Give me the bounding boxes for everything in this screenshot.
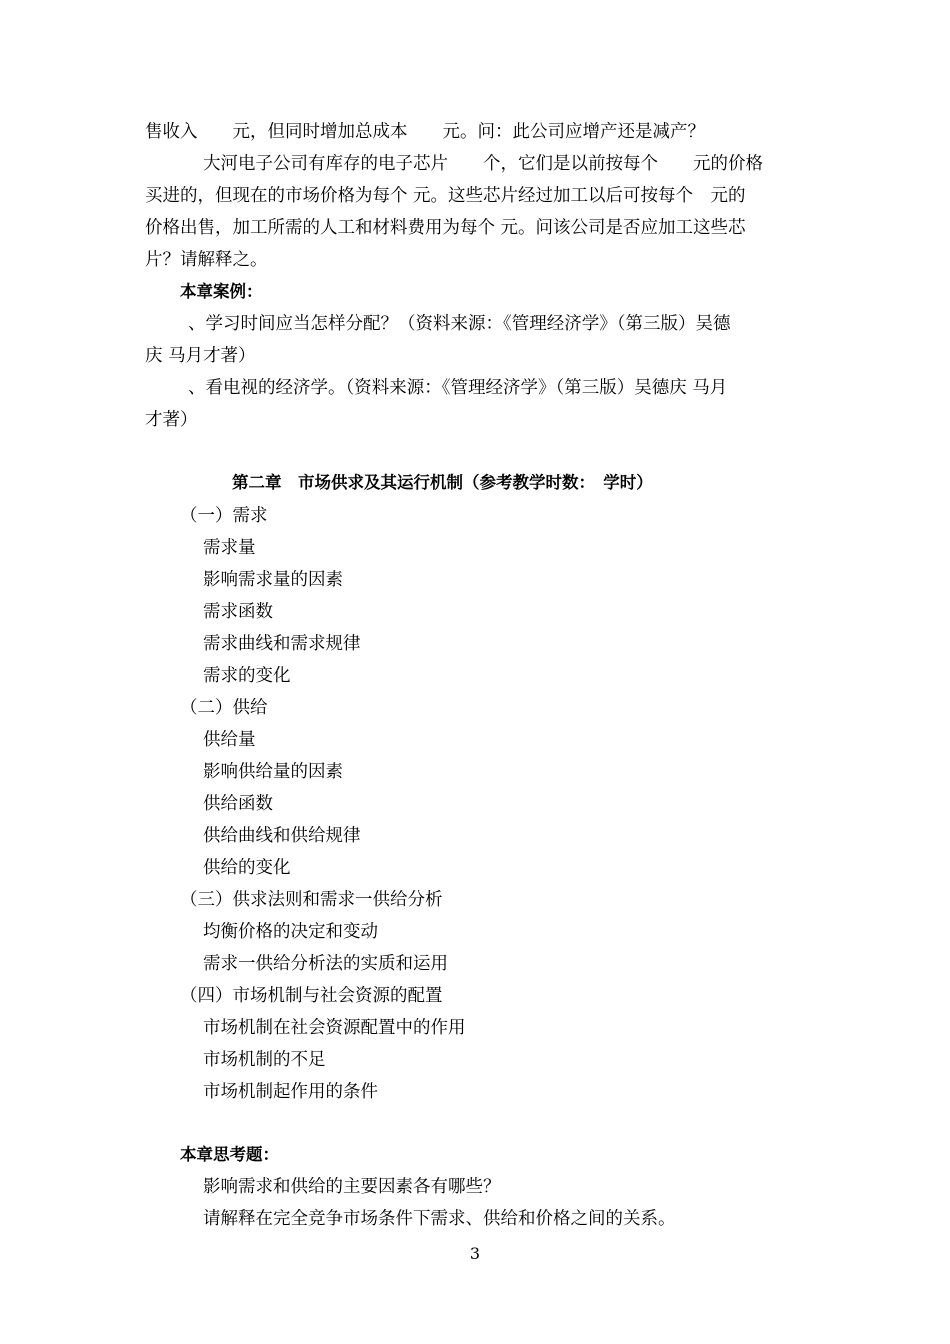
outline-item: 需求一供给分析法的实质和运用 <box>203 954 448 974</box>
question-item: 请解释在完全竞争市场条件下需求、供给和价格之间的关系。 <box>203 1209 676 1229</box>
outline-item: 需求的变化 <box>203 666 291 686</box>
text-line: 价格出售，加工所需的人工和材料费用为每个 元。问该公司是否应加工这些芯 <box>145 218 746 238</box>
text-line: 庆 马月才著） <box>145 346 256 366</box>
outline-item: 供给函数 <box>203 794 273 814</box>
outline-section: （二）供给 <box>180 698 268 718</box>
outline-item: 市场机制的不足 <box>203 1050 326 1070</box>
text-line: 大河电子公司有库存的电子芯片 个，它们是以前按每个 元的价格 <box>203 154 763 174</box>
text-line: 售收入 元，但同时增加总成本 元。问：此公司应增产还是减产？ <box>145 122 705 142</box>
outline-item: 影响供给量的因素 <box>203 762 343 782</box>
chapter-title: 第二章 市场供求及其运行机制（参考教学时数： 学时） <box>232 473 653 492</box>
question-item: 影响需求和供给的主要因素各有哪些？ <box>203 1177 501 1197</box>
questions-heading: 本章思考题： <box>180 1145 279 1164</box>
outline-item: 影响需求量的因素 <box>203 570 343 590</box>
case-heading: 本章案例： <box>180 282 263 301</box>
outline-section: （一）需求 <box>180 506 268 526</box>
outline-item: 需求函数 <box>203 602 273 622</box>
outline-item: 供给量 <box>203 730 256 750</box>
case-item: 、看电视的经济学。（资料来源：《管理经济学》（第三版）吴德庆 马月 <box>188 378 728 398</box>
outline-item: 市场机制在社会资源配置中的作用 <box>203 1018 466 1038</box>
case-item: 、学习时间应当怎样分配？（资料来源：《管理经济学》（第三版）吴德 <box>188 314 731 334</box>
outline-item: 市场机制起作用的条件 <box>203 1082 378 1102</box>
text-line: 片？请解释之。 <box>145 250 268 270</box>
outline-section: （四）市场机制与社会资源的配置 <box>180 986 443 1006</box>
outline-item: 均衡价格的决定和变动 <box>203 922 378 942</box>
outline-item: 供给曲线和供给规律 <box>203 826 361 846</box>
outline-item: 供给的变化 <box>203 858 291 878</box>
outline-section: （三）供求法则和需求一供给分析 <box>180 890 443 910</box>
text-line: 才著） <box>145 410 198 430</box>
page-number: 3 <box>469 1244 481 1263</box>
outline-item: 需求量 <box>203 538 256 558</box>
outline-item: 需求曲线和需求规律 <box>203 634 361 654</box>
text-line: 买进的，但现在的市场价格为每个 元。这些芯片经过加工以后可按每个 元的 <box>145 186 746 206</box>
